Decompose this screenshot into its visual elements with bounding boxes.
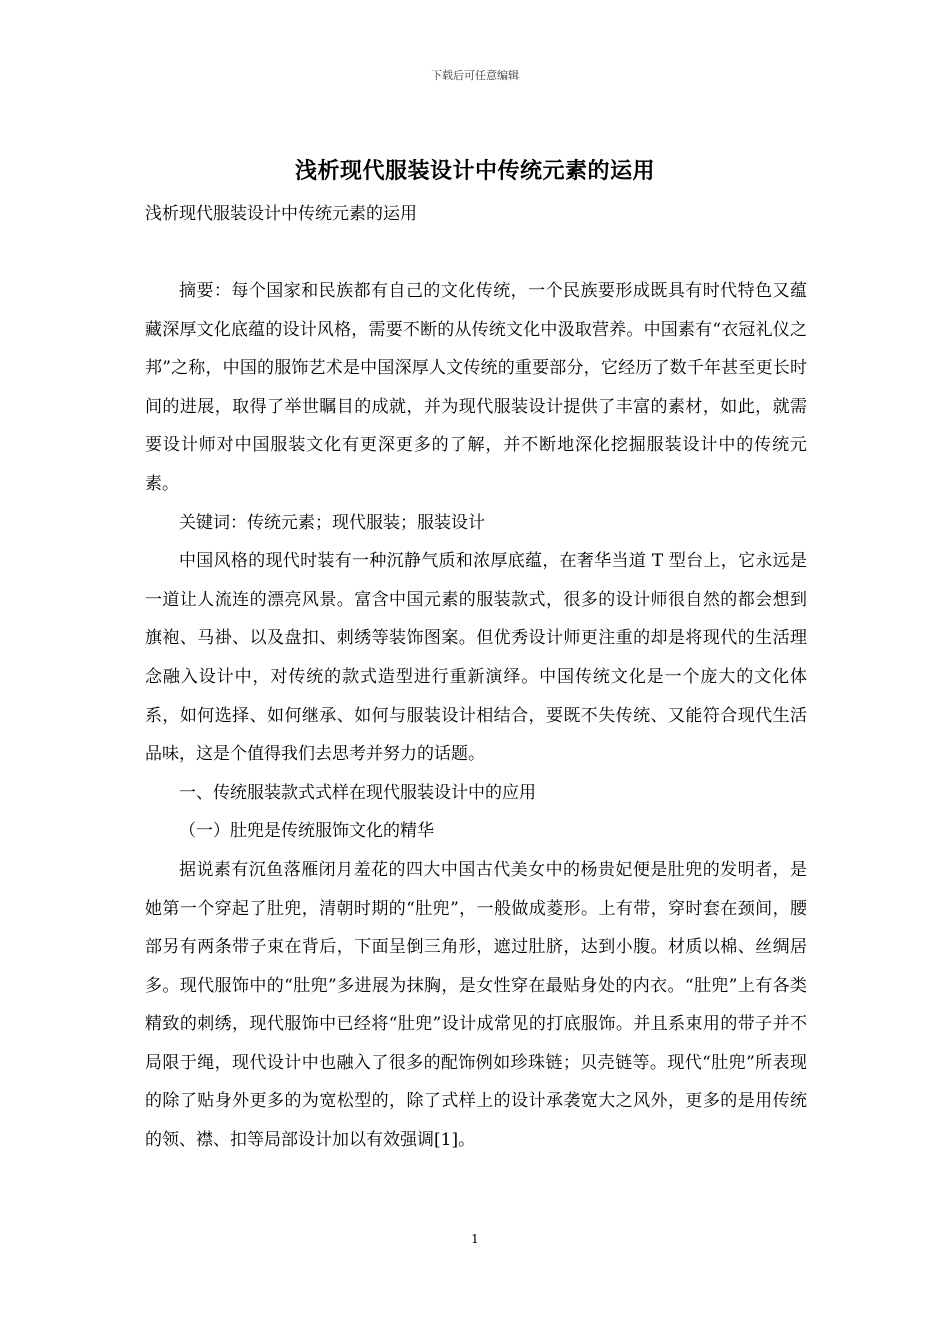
- document-body: [145, 272, 807, 1160]
- dudou-paragraph: 据说素有沉鱼落雁闭月羞花的四大中国古代美女中的杨贵妃便是肚兜的发明者，是她第一个穿起了肚兜，清朝时期的“肚兜”，一般做成菱形。上有带，穿时套在颈间，腰部另有两条带子束在背后，下面呈倒三角形，遮过肚脐，达到小腹。材质以棉、丝绸居多。现代服饰中的“肚兜”多进展为抹胸，是女性穿在最贴身处的内衣。“肚兜”上有各类精致的刺绣，现代服饰中已经将“肚兜”设计成常见的打底服饰。并且系束用的带子并不局限于绳，现代设计中也融入了很多的配饰例如珍珠链；贝壳链等。现代“肚兜”所表现的除了贴身外更多的为宽松型的，除了式样上的设计承袭宽大之风外，更多的是用传统的领、襟、扣等局部设计加以有效强调[1]。: [145, 859, 807, 1151]
- intro-paragraph: 中国风格的现代时装有一种沉静气质和浓厚底蕴，在奢华当道 T 型台上，它永远是一道让人流连的漂亮风景。富含中国元素的服装款式，很多的设计师很自然的都会想到旗袍、马褂、以及盘扣、刺绣等装饰图案。但优秀设计师更注重的却是将现代的生活理念融入设计中，对传统的款式造型进行重新演绎。中国传统文化是一个庞大的文化体系，如何选择、如何继承、如何与服装设计相结合，要既不失传统、又能符合现代生活品味，这是个值得我们去思考并努力的话题。: [145, 551, 807, 765]
- abstract-paragraph: 摘要：每个国家和民族都有自己的文化传统，一个民族要形成既具有时代特色又蕴藏深厚文化底蕴的设计风格，需要不断的从传统文化中汲取营养。中国素有“衣冠礼仪之邦”之称，中国的服饰艺术是中国深厚人文传统的重要部分，它经历了数千年甚至更长时间的进展，取得了举世瞩目的成就，并为现代服装设计提供了丰富的素材，如此，就需要设计师对中国服装文化有更深更多的了解，并不断地深化挖掘服装设计中的传统元素。: [145, 281, 807, 494]
- header-note: 下载后可任意编辑: [431, 69, 519, 82]
- subsection-heading-1: （一）肚兜是传统服饰文化的精华: [179, 821, 434, 842]
- document-title: 浅析现代服装设计中传统元素的运用: [294, 158, 655, 184]
- document-subtitle: 浅析现代服装设计中传统元素的运用: [145, 204, 417, 224]
- keywords-paragraph: 关键词：传统元素；现代服装；服装设计: [179, 512, 485, 533]
- page-number: 1: [471, 1232, 479, 1246]
- section-heading-1: 一、传统服装款式式样在现代服装设计中的应用: [179, 782, 536, 803]
